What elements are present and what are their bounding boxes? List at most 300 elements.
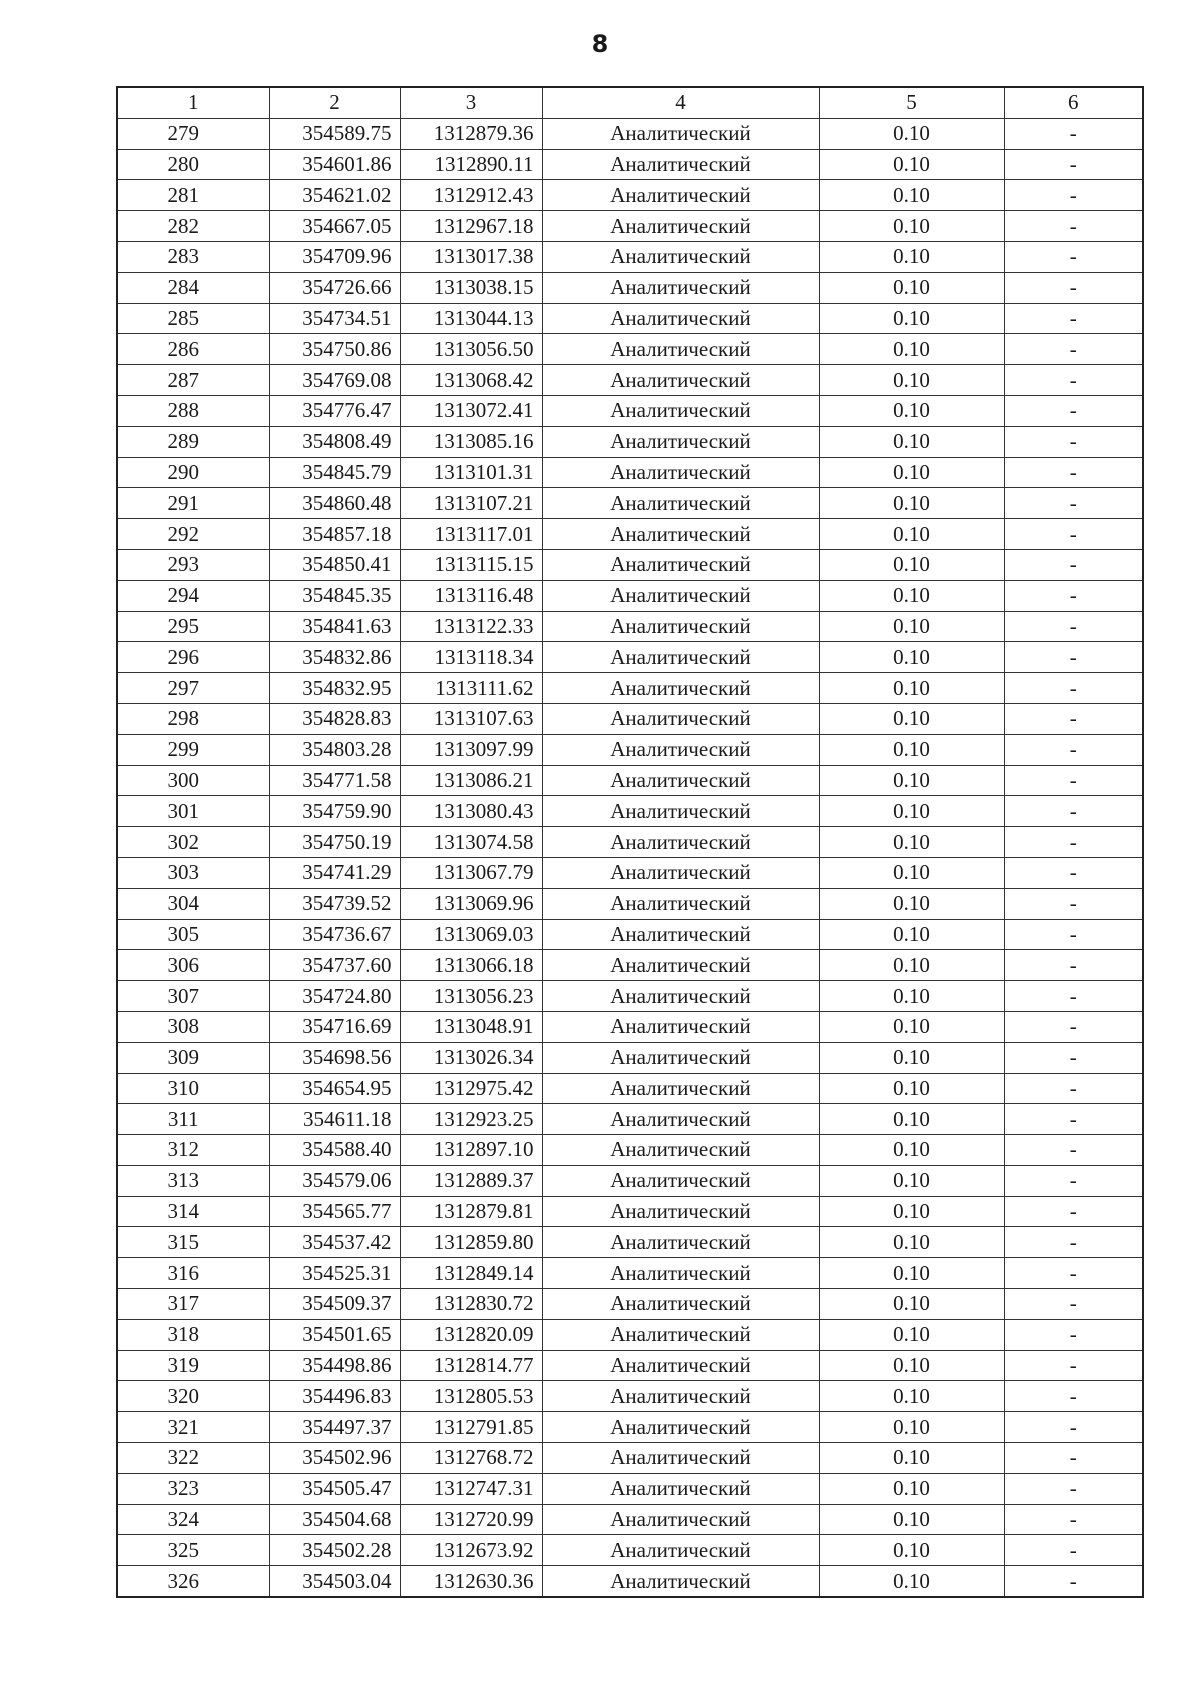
x-coordinate-cell: 354741.29	[269, 857, 400, 888]
note-cell: -	[1004, 1135, 1143, 1166]
point-number-cell: 315	[117, 1227, 269, 1258]
accuracy-cell: 0.10	[819, 1227, 1004, 1258]
point-number-cell: 308	[117, 1011, 269, 1042]
x-coordinate-cell: 354497.37	[269, 1412, 400, 1443]
y-coordinate-cell: 1312814.77	[400, 1350, 542, 1381]
method-cell: Аналитический	[542, 426, 819, 457]
x-coordinate-cell: 354716.69	[269, 1011, 400, 1042]
table-row	[117, 1412, 1143, 1443]
x-coordinate-cell: 354845.35	[269, 580, 400, 611]
accuracy-cell: 0.10	[819, 673, 1004, 704]
x-coordinate-cell: 354803.28	[269, 734, 400, 765]
table-row	[117, 1566, 1143, 1597]
y-coordinate-cell: 1313115.15	[400, 549, 542, 580]
point-number-cell: 285	[117, 303, 269, 334]
x-coordinate-cell: 354621.02	[269, 180, 400, 211]
method-cell: Аналитический	[542, 765, 819, 796]
point-number-cell: 305	[117, 919, 269, 950]
page-number: 8	[591, 30, 609, 58]
note-cell: -	[1004, 981, 1143, 1012]
accuracy-cell: 0.10	[819, 395, 1004, 426]
x-coordinate-cell: 354828.83	[269, 703, 400, 734]
note-cell: -	[1004, 488, 1143, 519]
x-coordinate-cell: 354503.04	[269, 1566, 400, 1597]
method-cell: Аналитический	[542, 1443, 819, 1474]
point-number-cell: 286	[117, 334, 269, 365]
table-row	[117, 827, 1143, 858]
accuracy-cell: 0.10	[819, 1412, 1004, 1443]
point-number-cell: 298	[117, 703, 269, 734]
y-coordinate-cell: 1313117.01	[400, 519, 542, 550]
x-coordinate-cell: 354698.56	[269, 1042, 400, 1073]
point-number-cell: 287	[117, 365, 269, 396]
method-cell: Аналитический	[542, 1535, 819, 1566]
method-cell: Аналитический	[542, 919, 819, 950]
y-coordinate-cell: 1312889.37	[400, 1165, 542, 1196]
y-coordinate-cell: 1312912.43	[400, 180, 542, 211]
x-coordinate-cell: 354737.60	[269, 950, 400, 981]
method-cell: Аналитический	[542, 950, 819, 981]
table-row	[117, 118, 1143, 149]
accuracy-cell: 0.10	[819, 1258, 1004, 1289]
y-coordinate-cell: 1312859.80	[400, 1227, 542, 1258]
table-row	[117, 272, 1143, 303]
note-cell: -	[1004, 1289, 1143, 1320]
note-cell: -	[1004, 642, 1143, 673]
y-coordinate-cell: 1312630.36	[400, 1566, 542, 1597]
accuracy-cell: 0.10	[819, 426, 1004, 457]
x-coordinate-cell: 354832.86	[269, 642, 400, 673]
table-row	[117, 888, 1143, 919]
note-cell: -	[1004, 1473, 1143, 1504]
note-cell: -	[1004, 1535, 1143, 1566]
note-cell: -	[1004, 365, 1143, 396]
x-coordinate-cell: 354832.95	[269, 673, 400, 704]
method-cell: Аналитический	[542, 611, 819, 642]
x-coordinate-cell: 354579.06	[269, 1165, 400, 1196]
table-row	[117, 1165, 1143, 1196]
table-row	[117, 1535, 1143, 1566]
x-coordinate-cell: 354860.48	[269, 488, 400, 519]
method-cell: Аналитический	[542, 1073, 819, 1104]
accuracy-cell: 0.10	[819, 765, 1004, 796]
table-row	[117, 180, 1143, 211]
table-row	[117, 703, 1143, 734]
x-coordinate-cell: 354771.58	[269, 765, 400, 796]
y-coordinate-cell: 1313056.50	[400, 334, 542, 365]
x-coordinate-cell: 354509.37	[269, 1289, 400, 1320]
point-number-cell: 292	[117, 519, 269, 550]
note-cell: -	[1004, 1073, 1143, 1104]
method-cell: Аналитический	[542, 580, 819, 611]
y-coordinate-cell: 1312849.14	[400, 1258, 542, 1289]
table-row	[117, 1135, 1143, 1166]
method-cell: Аналитический	[542, 457, 819, 488]
point-number-cell: 306	[117, 950, 269, 981]
accuracy-cell: 0.10	[819, 365, 1004, 396]
accuracy-cell: 0.10	[819, 1566, 1004, 1597]
table-row	[117, 1073, 1143, 1104]
accuracy-cell: 0.10	[819, 303, 1004, 334]
note-cell: -	[1004, 1042, 1143, 1073]
method-cell: Аналитический	[542, 857, 819, 888]
x-coordinate-cell: 354739.52	[269, 888, 400, 919]
note-cell: -	[1004, 519, 1143, 550]
y-coordinate-cell: 1313107.21	[400, 488, 542, 519]
note-cell: -	[1004, 211, 1143, 242]
x-coordinate-cell: 354776.47	[269, 395, 400, 426]
table-row	[117, 796, 1143, 827]
x-coordinate-cell: 354502.28	[269, 1535, 400, 1566]
column-header: 1	[117, 87, 269, 118]
table-row	[117, 1011, 1143, 1042]
accuracy-cell: 0.10	[819, 796, 1004, 827]
x-coordinate-cell: 354841.63	[269, 611, 400, 642]
note-cell: -	[1004, 1227, 1143, 1258]
note-cell: -	[1004, 1350, 1143, 1381]
point-number-cell: 290	[117, 457, 269, 488]
point-number-cell: 307	[117, 981, 269, 1012]
method-cell: Аналитический	[542, 1196, 819, 1227]
x-coordinate-cell: 354589.75	[269, 118, 400, 149]
table-row	[117, 1319, 1143, 1350]
y-coordinate-cell: 1312791.85	[400, 1412, 542, 1443]
point-number-cell: 294	[117, 580, 269, 611]
point-number-cell: 317	[117, 1289, 269, 1320]
point-number-cell: 312	[117, 1135, 269, 1166]
x-coordinate-cell: 354750.86	[269, 334, 400, 365]
x-coordinate-cell: 354850.41	[269, 549, 400, 580]
table-row	[117, 519, 1143, 550]
x-coordinate-cell: 354496.83	[269, 1381, 400, 1412]
point-number-cell: 323	[117, 1473, 269, 1504]
table-row	[117, 334, 1143, 365]
point-number-cell: 322	[117, 1443, 269, 1474]
x-coordinate-cell: 354502.96	[269, 1443, 400, 1474]
point-number-cell: 324	[117, 1504, 269, 1535]
point-number-cell: 299	[117, 734, 269, 765]
note-cell: -	[1004, 395, 1143, 426]
point-number-cell: 281	[117, 180, 269, 211]
table-row	[117, 395, 1143, 426]
point-number-cell: 293	[117, 549, 269, 580]
accuracy-cell: 0.10	[819, 149, 1004, 180]
method-cell: Аналитический	[542, 272, 819, 303]
accuracy-cell: 0.10	[819, 950, 1004, 981]
y-coordinate-cell: 1313111.62	[400, 673, 542, 704]
table-row	[117, 488, 1143, 519]
method-cell: Аналитический	[542, 734, 819, 765]
table-row	[117, 1042, 1143, 1073]
table-row	[117, 1381, 1143, 1412]
y-coordinate-cell: 1312768.72	[400, 1443, 542, 1474]
note-cell: -	[1004, 426, 1143, 457]
x-coordinate-cell: 354750.19	[269, 827, 400, 858]
table-row	[117, 919, 1143, 950]
y-coordinate-cell: 1313017.38	[400, 241, 542, 272]
note-cell: -	[1004, 611, 1143, 642]
table-row	[117, 1443, 1143, 1474]
table-row	[117, 241, 1143, 272]
point-number-cell: 313	[117, 1165, 269, 1196]
point-number-cell: 295	[117, 611, 269, 642]
note-cell: -	[1004, 1381, 1143, 1412]
method-cell: Аналитический	[542, 1350, 819, 1381]
point-number-cell: 282	[117, 211, 269, 242]
note-cell: -	[1004, 457, 1143, 488]
table-row	[117, 1473, 1143, 1504]
accuracy-cell: 0.10	[819, 272, 1004, 303]
y-coordinate-cell: 1312967.18	[400, 211, 542, 242]
x-coordinate-cell: 354525.31	[269, 1258, 400, 1289]
note-cell: -	[1004, 1412, 1143, 1443]
method-cell: Аналитический	[542, 1104, 819, 1135]
note-cell: -	[1004, 149, 1143, 180]
y-coordinate-cell: 1313026.34	[400, 1042, 542, 1073]
method-cell: Аналитический	[542, 488, 819, 519]
note-cell: -	[1004, 919, 1143, 950]
table-row	[117, 303, 1143, 334]
method-cell: Аналитический	[542, 1227, 819, 1258]
method-cell: Аналитический	[542, 519, 819, 550]
table-row	[117, 765, 1143, 796]
point-number-cell: 318	[117, 1319, 269, 1350]
accuracy-cell: 0.10	[819, 1504, 1004, 1535]
method-cell: Аналитический	[542, 703, 819, 734]
y-coordinate-cell: 1313069.03	[400, 919, 542, 950]
method-cell: Аналитический	[542, 118, 819, 149]
table-row	[117, 981, 1143, 1012]
table-row	[117, 1196, 1143, 1227]
method-cell: Аналитический	[542, 1566, 819, 1597]
accuracy-cell: 0.10	[819, 919, 1004, 950]
note-cell: -	[1004, 673, 1143, 704]
method-cell: Аналитический	[542, 827, 819, 858]
x-coordinate-cell: 354724.80	[269, 981, 400, 1012]
column-header: 3	[400, 87, 542, 118]
accuracy-cell: 0.10	[819, 981, 1004, 1012]
accuracy-cell: 0.10	[819, 857, 1004, 888]
method-cell: Аналитический	[542, 642, 819, 673]
method-cell: Аналитический	[542, 1473, 819, 1504]
y-coordinate-cell: 1313116.48	[400, 580, 542, 611]
method-cell: Аналитический	[542, 241, 819, 272]
method-cell: Аналитический	[542, 796, 819, 827]
accuracy-cell: 0.10	[819, 1381, 1004, 1412]
accuracy-cell: 0.10	[819, 1350, 1004, 1381]
x-coordinate-cell: 354505.47	[269, 1473, 400, 1504]
accuracy-cell: 0.10	[819, 1289, 1004, 1320]
table-row	[117, 611, 1143, 642]
accuracy-cell: 0.10	[819, 211, 1004, 242]
y-coordinate-cell: 1313085.16	[400, 426, 542, 457]
note-cell: -	[1004, 1319, 1143, 1350]
point-number-cell: 319	[117, 1350, 269, 1381]
note-cell: -	[1004, 703, 1143, 734]
x-coordinate-cell: 354808.49	[269, 426, 400, 457]
accuracy-cell: 0.10	[819, 519, 1004, 550]
y-coordinate-cell: 1312975.42	[400, 1073, 542, 1104]
y-coordinate-cell: 1312673.92	[400, 1535, 542, 1566]
table-header-row	[117, 87, 1143, 118]
x-coordinate-cell: 354601.86	[269, 149, 400, 180]
point-number-cell: 314	[117, 1196, 269, 1227]
y-coordinate-cell: 1312747.31	[400, 1473, 542, 1504]
point-number-cell: 316	[117, 1258, 269, 1289]
x-coordinate-cell: 354565.77	[269, 1196, 400, 1227]
point-number-cell: 321	[117, 1412, 269, 1443]
note-cell: -	[1004, 118, 1143, 149]
point-number-cell: 284	[117, 272, 269, 303]
point-number-cell: 311	[117, 1104, 269, 1135]
y-coordinate-cell: 1313056.23	[400, 981, 542, 1012]
method-cell: Аналитический	[542, 211, 819, 242]
note-cell: -	[1004, 827, 1143, 858]
method-cell: Аналитический	[542, 365, 819, 396]
accuracy-cell: 0.10	[819, 334, 1004, 365]
table-row	[117, 1104, 1143, 1135]
accuracy-cell: 0.10	[819, 611, 1004, 642]
y-coordinate-cell: 1312879.36	[400, 118, 542, 149]
accuracy-cell: 0.10	[819, 549, 1004, 580]
note-cell: -	[1004, 1443, 1143, 1474]
accuracy-cell: 0.10	[819, 1104, 1004, 1135]
accuracy-cell: 0.10	[819, 827, 1004, 858]
column-header: 5	[819, 87, 1004, 118]
note-cell: -	[1004, 334, 1143, 365]
accuracy-cell: 0.10	[819, 703, 1004, 734]
x-coordinate-cell: 354537.42	[269, 1227, 400, 1258]
y-coordinate-cell: 1313069.96	[400, 888, 542, 919]
y-coordinate-cell: 1313107.63	[400, 703, 542, 734]
point-number-cell: 280	[117, 149, 269, 180]
y-coordinate-cell: 1313097.99	[400, 734, 542, 765]
point-number-cell: 325	[117, 1535, 269, 1566]
point-number-cell: 288	[117, 395, 269, 426]
table-row	[117, 857, 1143, 888]
point-number-cell: 310	[117, 1073, 269, 1104]
y-coordinate-cell: 1313067.79	[400, 857, 542, 888]
method-cell: Аналитический	[542, 1381, 819, 1412]
x-coordinate-cell: 354734.51	[269, 303, 400, 334]
accuracy-cell: 0.10	[819, 488, 1004, 519]
y-coordinate-cell: 1312820.09	[400, 1319, 542, 1350]
accuracy-cell: 0.10	[819, 1011, 1004, 1042]
accuracy-cell: 0.10	[819, 1535, 1004, 1566]
note-cell: -	[1004, 1165, 1143, 1196]
x-coordinate-cell: 354769.08	[269, 365, 400, 396]
x-coordinate-cell: 354504.68	[269, 1504, 400, 1535]
method-cell: Аналитический	[542, 303, 819, 334]
method-cell: Аналитический	[542, 1289, 819, 1320]
note-cell: -	[1004, 888, 1143, 919]
accuracy-cell: 0.10	[819, 734, 1004, 765]
accuracy-cell: 0.10	[819, 1196, 1004, 1227]
table-body	[117, 118, 1143, 1597]
method-cell: Аналитический	[542, 1165, 819, 1196]
method-cell: Аналитический	[542, 149, 819, 180]
table-row	[117, 211, 1143, 242]
table-row	[117, 1227, 1143, 1258]
y-coordinate-cell: 1312830.72	[400, 1289, 542, 1320]
method-cell: Аналитический	[542, 395, 819, 426]
y-coordinate-cell: 1313038.15	[400, 272, 542, 303]
accuracy-cell: 0.10	[819, 1165, 1004, 1196]
x-coordinate-cell: 354759.90	[269, 796, 400, 827]
note-cell: -	[1004, 1104, 1143, 1135]
method-cell: Аналитический	[542, 334, 819, 365]
point-number-cell: 300	[117, 765, 269, 796]
table-row	[117, 1350, 1143, 1381]
x-coordinate-cell: 354857.18	[269, 519, 400, 550]
accuracy-cell: 0.10	[819, 241, 1004, 272]
point-number-cell: 279	[117, 118, 269, 149]
y-coordinate-cell: 1313074.58	[400, 827, 542, 858]
note-cell: -	[1004, 950, 1143, 981]
y-coordinate-cell: 1312897.10	[400, 1135, 542, 1166]
accuracy-cell: 0.10	[819, 1135, 1004, 1166]
table-row	[117, 1504, 1143, 1535]
point-number-cell: 302	[117, 827, 269, 858]
accuracy-cell: 0.10	[819, 457, 1004, 488]
x-coordinate-cell: 354736.67	[269, 919, 400, 950]
table-row	[117, 457, 1143, 488]
table-row	[117, 149, 1143, 180]
point-number-cell: 309	[117, 1042, 269, 1073]
point-number-cell: 301	[117, 796, 269, 827]
point-number-cell: 326	[117, 1566, 269, 1597]
y-coordinate-cell: 1313080.43	[400, 796, 542, 827]
table-row	[117, 1289, 1143, 1320]
y-coordinate-cell: 1313048.91	[400, 1011, 542, 1042]
method-cell: Аналитический	[542, 888, 819, 919]
note-cell: -	[1004, 1504, 1143, 1535]
y-coordinate-cell: 1313101.31	[400, 457, 542, 488]
method-cell: Аналитический	[542, 549, 819, 580]
method-cell: Аналитический	[542, 1504, 819, 1535]
method-cell: Аналитический	[542, 1011, 819, 1042]
method-cell: Аналитический	[542, 1319, 819, 1350]
point-number-cell: 320	[117, 1381, 269, 1412]
point-number-cell: 291	[117, 488, 269, 519]
accuracy-cell: 0.10	[819, 642, 1004, 673]
note-cell: -	[1004, 857, 1143, 888]
column-header: 6	[1004, 87, 1143, 118]
point-number-cell: 283	[117, 241, 269, 272]
method-cell: Аналитический	[542, 1042, 819, 1073]
note-cell: -	[1004, 1258, 1143, 1289]
y-coordinate-cell: 1313122.33	[400, 611, 542, 642]
note-cell: -	[1004, 549, 1143, 580]
note-cell: -	[1004, 765, 1143, 796]
note-cell: -	[1004, 580, 1143, 611]
point-number-cell: 297	[117, 673, 269, 704]
accuracy-cell: 0.10	[819, 1473, 1004, 1504]
table-row	[117, 426, 1143, 457]
accuracy-cell: 0.10	[819, 1042, 1004, 1073]
accuracy-cell: 0.10	[819, 118, 1004, 149]
accuracy-cell: 0.10	[819, 580, 1004, 611]
method-cell: Аналитический	[542, 1258, 819, 1289]
table-row	[117, 642, 1143, 673]
y-coordinate-cell: 1312890.11	[400, 149, 542, 180]
y-coordinate-cell: 1312805.53	[400, 1381, 542, 1412]
y-coordinate-cell: 1312879.81	[400, 1196, 542, 1227]
accuracy-cell: 0.10	[819, 1443, 1004, 1474]
accuracy-cell: 0.10	[819, 1073, 1004, 1104]
column-header: 4	[542, 87, 819, 118]
x-coordinate-cell: 354654.95	[269, 1073, 400, 1104]
